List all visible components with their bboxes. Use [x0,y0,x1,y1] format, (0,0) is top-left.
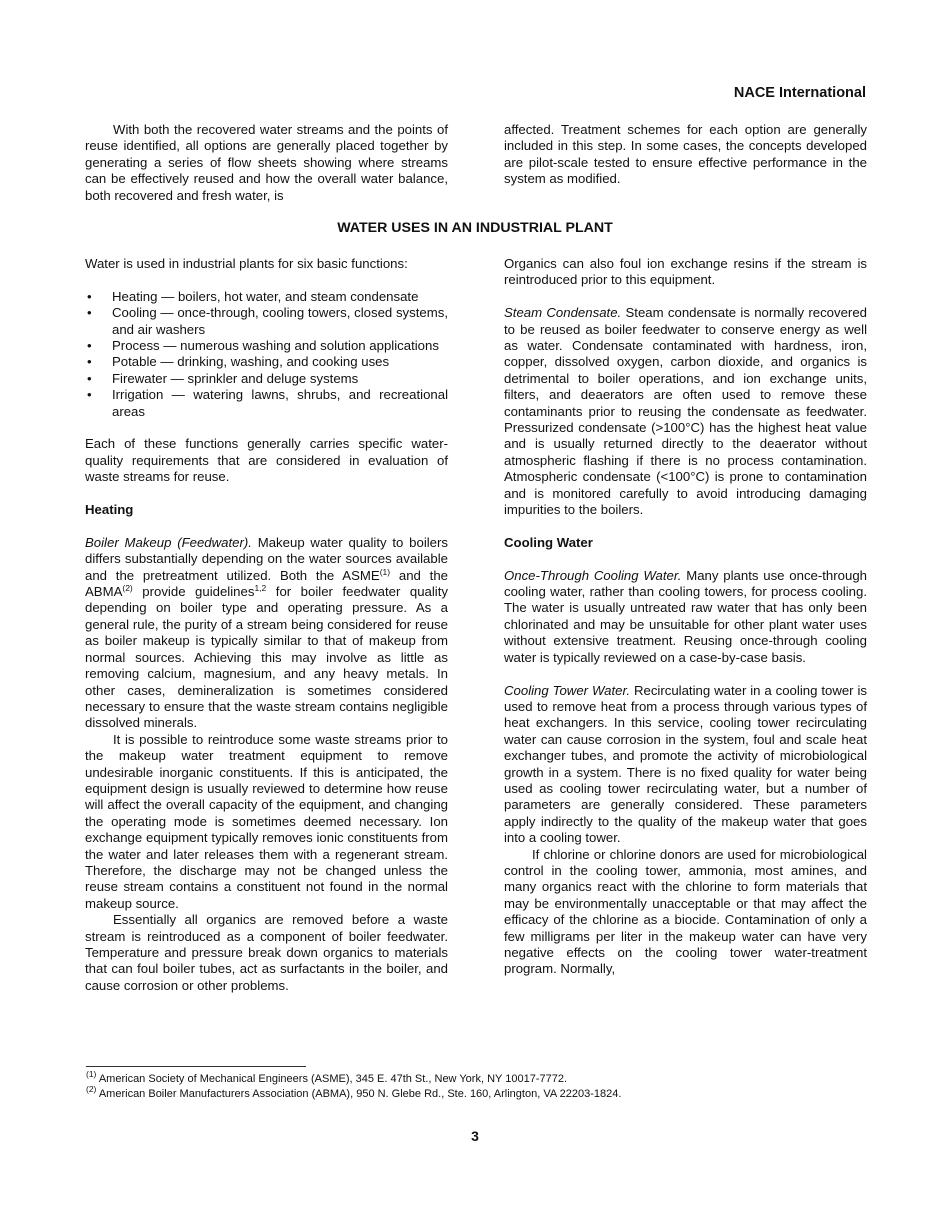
chlorine-paragraph: If chlorine or chlorine donors are used for microbiological control in the cooling tower, ammonia, most amines, and many organics react with the chlorine to form materials that may be environmentally unacceptable or that may affect the efficacy of the chlorine as a biocide. Contamination of only a few milligrams per liter in the makeup water can have very negative effects on the cooling tower water-treatment program. Normally, [504,846,867,977]
footnote-ref: (1) [379,566,391,577]
list-item: • Process — numerous washing and solution applications [87,338,439,354]
once-through-title: Once-Through Cooling Water. [504,567,682,583]
section-title: WATER USES IN AN INDUSTRIAL PLANT [337,220,613,236]
bullet-icon: • [87,305,92,321]
right-column [504,256,867,978]
list-item: • Potable — drinking, washing, and cooking uses [87,354,390,370]
footnote-ref: (2) [122,583,133,594]
running-header: NACE International [733,85,866,101]
boiler-makeup-title: Boiler Makeup (Feedwater). [85,534,252,550]
list-item: • Heating — boilers, hot water, and steam condensate [87,288,419,304]
intro-paragraph-left: With both the recovered water streams and the points of reuse identified, all options are generally placed together by generating a series of flow sheets showing where streams can be effectively reused and how the overall water balance, both recovered and fresh water, is [85,122,448,203]
cooling-tower-paragraph: Cooling Tower Water. Recirculating water in a cooling tower is used to remove heat from a process through various types of heat exchangers. In this service, cooling tower recirculating water can cause corrosion in the system, foul and scale heat exchanger tubes, and promote the activity of microbiological growth in a system. There is no fixed quality for water being used as cooling tower recirculating water, but a number of parameters are generally considered. These parameters apply indirectly to the quality of the makeup water that goes into a cooling tower. [504,682,867,846]
functions-lead: Water is used in industrial plants for six basic functions: [85,256,408,271]
heating-heading: Heating [85,502,134,518]
footnote-divider [86,1066,306,1067]
boiler-makeup-paragraph: Boiler Makeup (Feedwater). Makeup water quality to boilers differs substantially depending on the water sources available and the pretreatment utilized. Both the ASME$^{(1)}$ and the ABMA$^{(2)}$ provide guidelines$^{1,2}$ for boiler feedwater quality depending on boiler type and operating pressure. As a general rule, the purity of a stream being considered for reuse as boiler makeup is typically similar to that of makeup from normal sources. Achieving this may involve as little as removing calcium, magnesium, and any heavy metals. In other cases, demineralization is sometimes considered necessary to ensure that the waste stream contains negligible dissolved minerals. [85,534,448,731]
bullet-icon: • [87,338,92,354]
cooling-tower-title: Cooling Tower Water. [504,682,631,698]
list-item: • Cooling — once-through, cooling towers, closed systems, and air washers [87,305,448,337]
functions-paragraph: Each of these functions generally carries specific water-quality requirements that are considered in evaluation of waste streams for reuse. [85,436,448,485]
intro-left-column [85,122,448,204]
intro-right-column [504,122,867,188]
organics-continued-paragraph: Organics can also foul ion exchange resins if the stream is reintroduced prior to this equipment. [504,256,867,288]
steam-condensate-title: Steam Condensate. [504,305,622,321]
intro-paragraph-right: affected. Treatment schemes for each option are generally included in this step. In some cases, the concepts developed are pilot-scale tested to ensure effective performance in the system as modified. [504,122,867,187]
list-item: • Firewater — sprinkler and deluge systems [87,370,359,386]
organics-paragraph: Essentially all organics are removed before a waste stream is reintroduced as a component of boiler feedwater. Temperature and pressure break down organics to materials that can foul boiler tubes, act as surfactants in the boiler, and cause corrosion or other problems. [85,912,448,993]
functions-list [85,289,448,420]
steam-condensate-paragraph: Steam Condensate. Steam condensate is normally recovered to be reused as boiler feedwater to conserve energy as well as water. Condensate contaminated with hardness, iron, copper, dissolved oxygen, carbon dioxide, and organics is detrimental to boiler operations, and ion exchange units, filters, and deaerators are often used to remove these contaminants prior to reusing the condensate as feedwater. Pressurized condensate (>100°C) has the highest heat value and is usually returned directly to the deaerator without atmospheric flashing if there is no process contamination. Atmospheric condensate (<100°C) is prone to contamination and is monitored carefully to avoid introducing damaging impurities to the boilers. [504,305,867,518]
list-item: • Irrigation — watering lawns, shrubs, and recreational areas [87,387,448,419]
footnotes [86,1069,866,1101]
bullet-icon: • [87,387,92,403]
cooling-water-heading: Cooling Water [504,534,593,550]
bullet-icon: • [87,288,92,304]
footnote: $^{(1)}$ American Society of Mechanical Engineers (ASME), 345 E. 47th St., New York, NY 10017-7772. [86,1069,567,1085]
left-column [85,256,448,994]
reintroduce-paragraph: It is possible to reintroduce some waste streams prior to the makeup water treatment equipment to remove undesirable inorganic constituents. If this is anticipated, the equipment design is usually reviewed to determine how reuse will affect the overall capacity of the equipment, and changing the operating mode is sometimes deemed necessary. Ion exchange equipment typically removes ionic constituents from the water and later releases them with a regenerant stream. Therefore, the discharge may not be changed unless the reuse stream contains a constituent not found in the normal makeup source. [85,731,448,911]
once-through-paragraph: Once-Through Cooling Water. Many plants use once-through cooling water, rather than cooling towers, for process cooling. The water is usually untreated raw water that has only been chlorinated and may be unsuitable for other plant water uses without extensive treatment. Reusing once-through cooling water is typically reviewed on a case-by-case basis. [504,567,867,665]
bullet-icon: • [87,354,92,370]
page-number: 3 [471,1128,479,1144]
footnote: $^{(2)}$ American Boiler Manufacturers Association (ABMA), 950 N. Glebe Rd., Ste. 160, Arlington, VA 22203-1824. [86,1083,622,1100]
bullet-icon: • [87,370,92,386]
reference-citation: 1,2 [254,583,267,594]
